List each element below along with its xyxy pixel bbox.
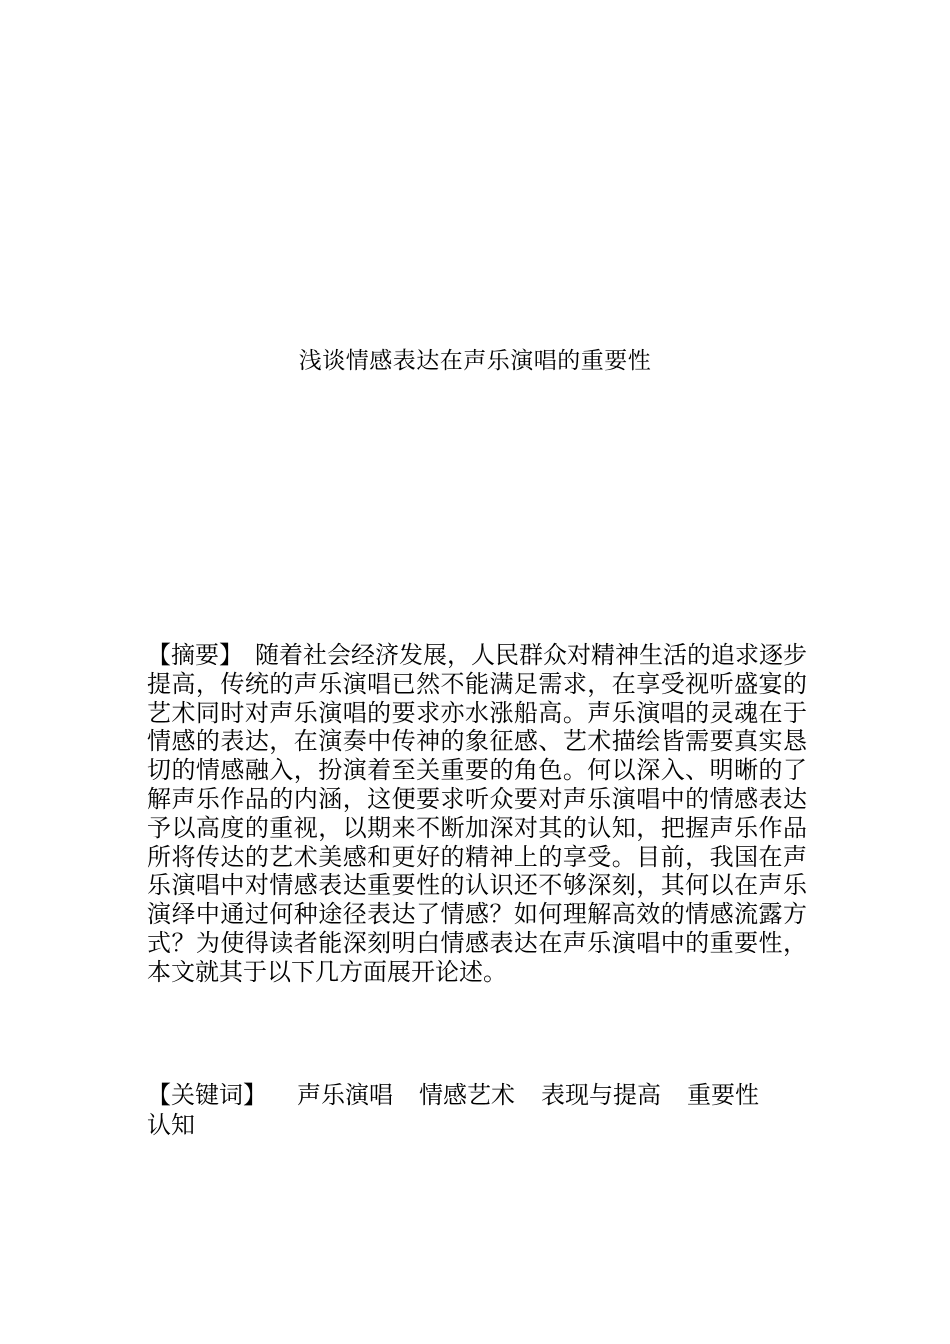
keyword: 表现与提高 bbox=[541, 1081, 661, 1109]
abstract-label: 【摘要】 bbox=[147, 641, 243, 669]
keyword: 认知 bbox=[147, 1111, 195, 1139]
keyword: 声乐演唱 bbox=[297, 1081, 393, 1109]
document-title: 浅谈情感表达在声乐演唱的重要性 bbox=[298, 348, 652, 374]
keywords-label: 【关键词】 bbox=[147, 1081, 267, 1109]
abstract-text: 随着社会经济发展，人民群众对精神生活的追求逐步提高，传统的声乐演唱已然不能满足需求，在享受视听盛宴的艺术同时对声乐演唱的要求亦水涨船高。声乐演唱的灵魂在于情感的表达，在演奏中传神的象征感、艺术描绘皆需要真实恳切的情感融入，扮演着至关重要的角色。何以深入、明晰的了解声乐作品的内涵，这便要求听众要对声乐演唱中的情感表达予以高度的重视，以期来不断加深对其的认知，把握声乐作品所将传达的艺术美感和更好的精神上的享受。目前，我国在声乐演唱中对情感表达重要性的认识还不够深刻，其何以在声乐演绎中通过何种途径表达了情感？如何理解高效的情感流露方式？为使得读者能深刻明白情感表达在声乐演唱中的重要性，本文就其于以下几方面展开论述。 bbox=[147, 641, 807, 986]
abstract-paragraph bbox=[147, 641, 807, 987]
keyword: 重要性 bbox=[687, 1081, 759, 1109]
keywords-paragraph bbox=[147, 1080, 807, 1140]
keyword: 情感艺术 bbox=[419, 1081, 515, 1109]
